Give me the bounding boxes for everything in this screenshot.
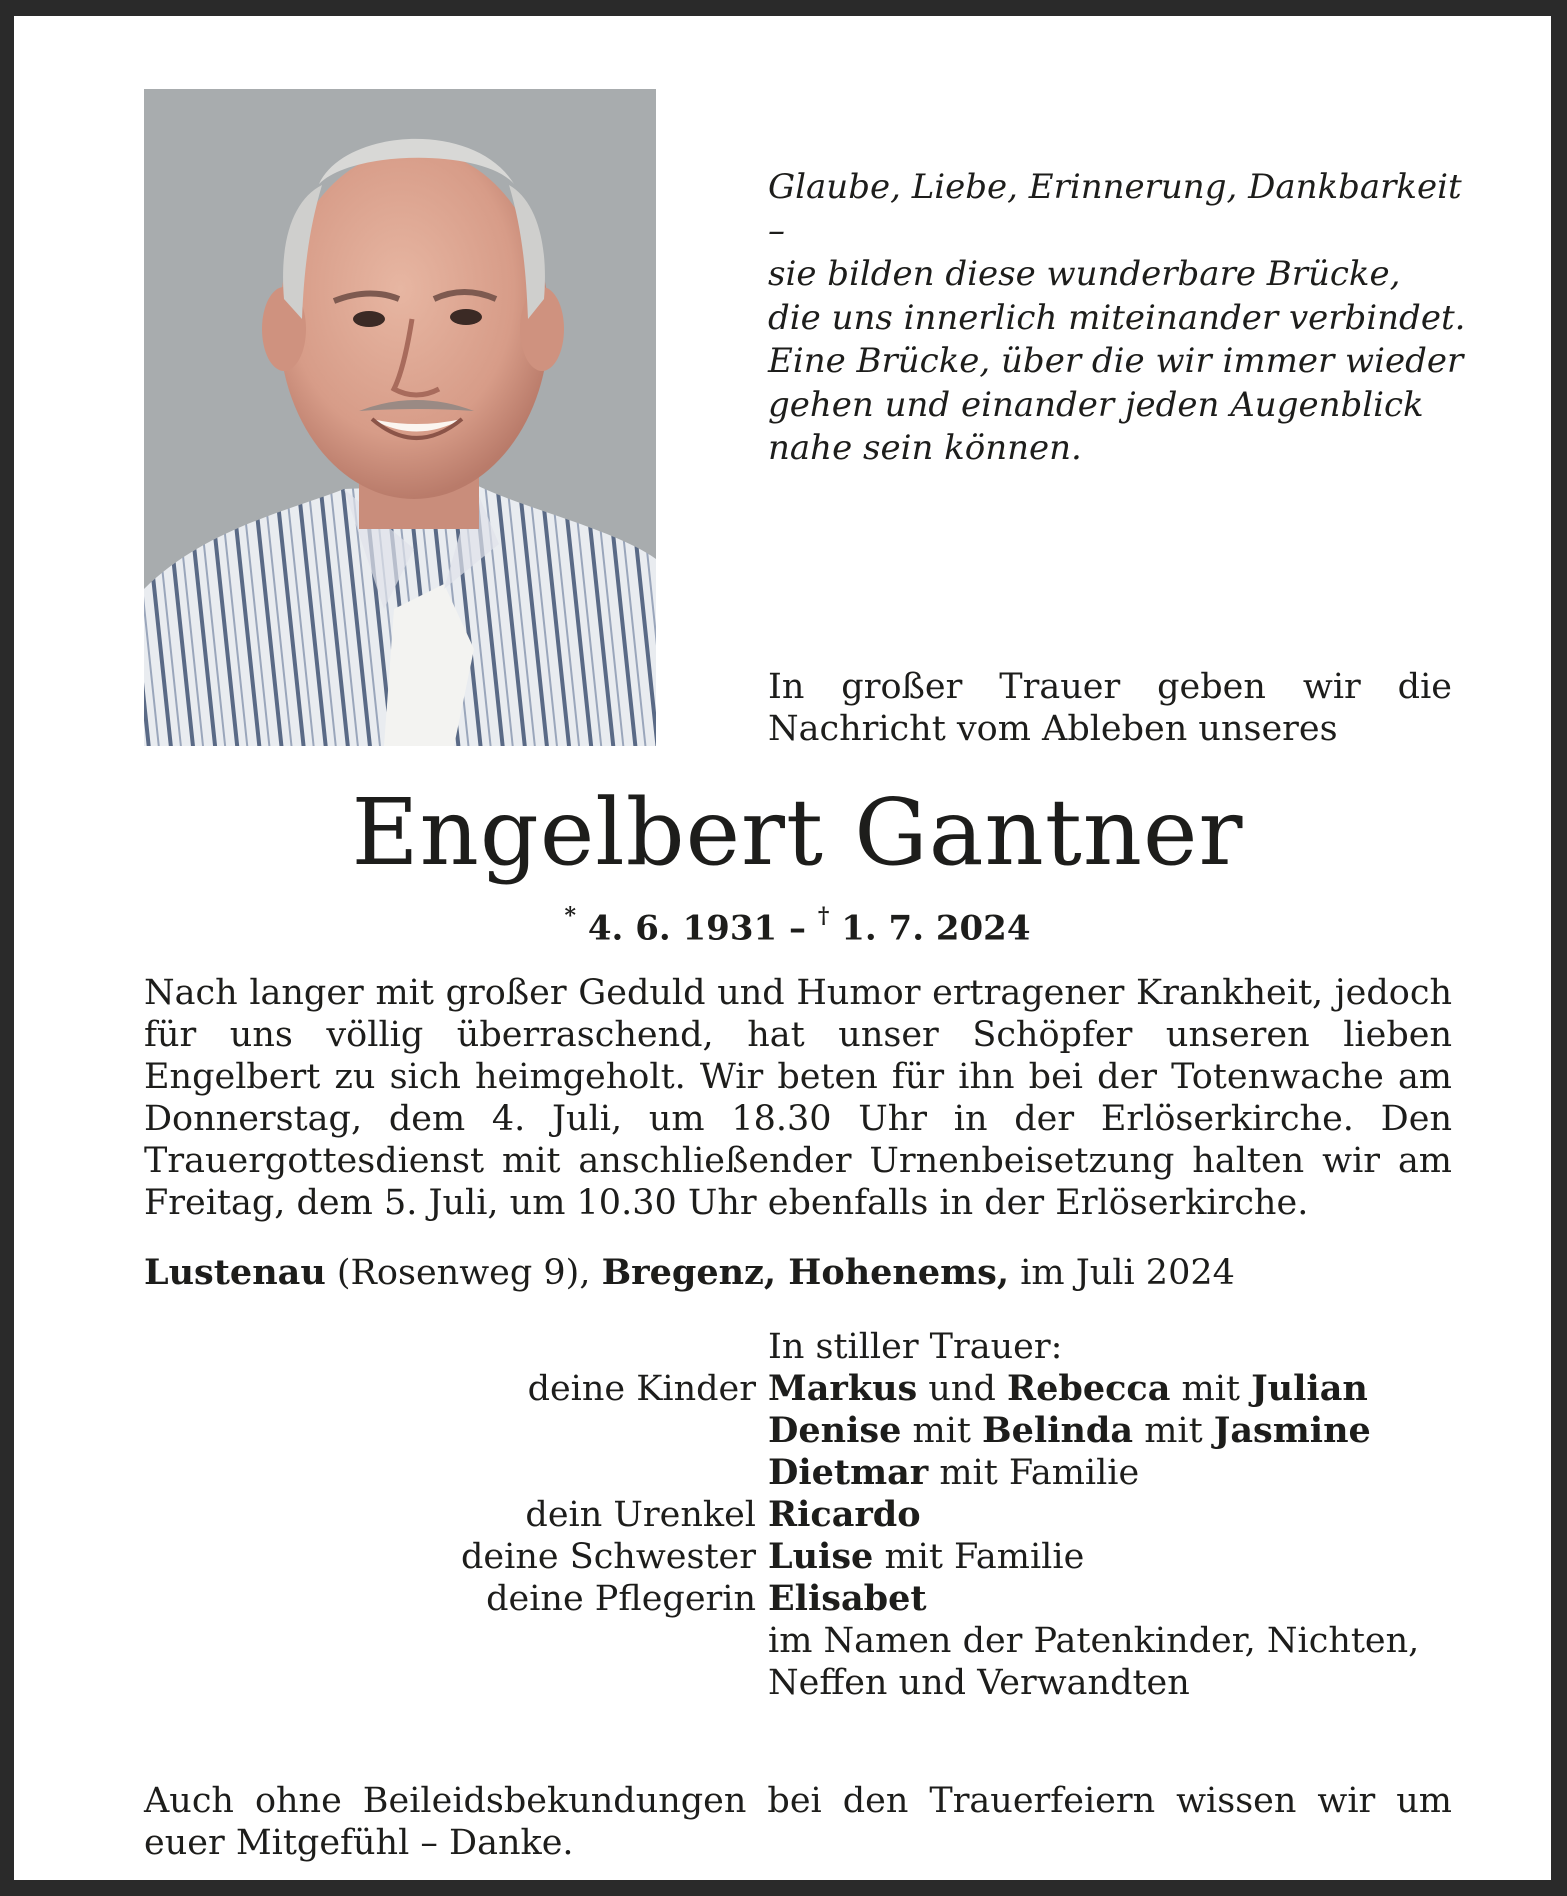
mourner-names [768,1494,1464,1536]
place-and-date [144,1252,1452,1294]
mourner-row [144,1578,1464,1620]
funeral-details: Nach langer mit großer Geduld und Humor ertragener Krankheit, jedoch für uns völlig überraschend, hat unser Schöpfer unseren lieben Engelbert zu sich heimgeholt. Wir beten für ihn bei der Totenwache am Donnerstag, dem 4. Juli, um 18.30 Uhr in der Erlöserkirche. Den Trauergottesdienst mit anschließender Urnenbeisetzung halten wir am Freitag, dem 5. Juli, um 10.30 Uhr ebenfalls in der Erlöserkirche. [144,973,1452,1223]
mourner-names [768,1410,1464,1452]
birth-symbol: * [564,903,577,929]
mourner-name: Luise [768,1536,874,1577]
place-town-1: Lustenau [144,1252,326,1293]
relatives-line: im Namen der Patenkinder, Nichten, [768,1621,1420,1661]
mourner-names [768,1368,1464,1410]
mourner-names [768,1578,1464,1620]
relation-label: deine Pflegerin [486,1579,756,1619]
deceased-name: Engelbert Gantner [351,779,1244,886]
mourner-name: Elisabet [768,1578,927,1619]
mourner-name: Belinda [982,1410,1134,1451]
mourner-row [144,1620,1464,1662]
relation-label [144,1452,768,1494]
relatives-line: Neffen und Verwandten [768,1663,1190,1703]
connector-text: und [917,1369,1008,1409]
relation-label: deine Kinder [527,1369,756,1409]
connector-text: mit [1170,1369,1252,1409]
connector-text: mit Familie [873,1537,1085,1577]
death-symbol: † [817,903,830,929]
announcement-intro: In großer Trauer geben wir die Nachricht vom Ableben unseres [768,667,1452,749]
mourner-name: Julian [1251,1368,1368,1409]
mourner-row [144,1410,1464,1452]
place-towns-2: Bregenz, Hohenems, [601,1252,1010,1293]
mourner-name: Dietmar [768,1452,929,1493]
mourners-list [144,1326,1464,1704]
mourners-heading: In stiller Trauer: [768,1327,1063,1367]
mourner-row [144,1494,1464,1536]
relation-label [144,1410,768,1452]
connector-text: mit [901,1411,983,1451]
connector-text: mit [1133,1411,1214,1451]
closing-note: Auch ohne Beileidsbekundungen bei den Trauerfeiern wissen wir um euer Mitgefühl – Danke. [144,1781,1452,1863]
relation-label: deine Schwester [461,1537,756,1577]
death-date: 1. 7. 2024 [841,908,1031,949]
mourner-name: Denise [768,1410,902,1451]
mourner-row [144,1536,1464,1578]
mourner-name: Ricardo [768,1494,921,1535]
mourner-row [144,1452,1464,1494]
place-date: im Juli 2024 [1009,1253,1235,1293]
place-address: (Rosenweg 9), [325,1253,602,1293]
mourner-name: Jasmine [1213,1410,1371,1451]
mourner-names [768,1536,1464,1578]
life-dates [14,898,1567,950]
mourner-row [144,1662,1464,1704]
connector-text: mit Familie [928,1453,1140,1493]
mourner-name: Markus [768,1368,918,1409]
memorial-quote: Glaube, Liebe, Erinnerung, Dankbarkeit – sie bilden diese wunderbare Brücke, die uns innerlich miteinander verbindet. Eine Brücke, über die wir immer wieder gehen und einander jeden Augenblick nahe sein können. [768,167,1466,468]
portrait-photo [144,89,656,746]
mourner-name: Rebecca [1007,1368,1171,1409]
birth-date: 4. 6. 1931 [587,908,778,949]
relation-label [144,1662,768,1704]
mourner-names [768,1452,1464,1494]
mourner-row [144,1368,1464,1410]
relation-label: dein Urenkel [525,1495,756,1535]
date-separator: – [789,908,806,949]
relation-label [144,1620,768,1662]
